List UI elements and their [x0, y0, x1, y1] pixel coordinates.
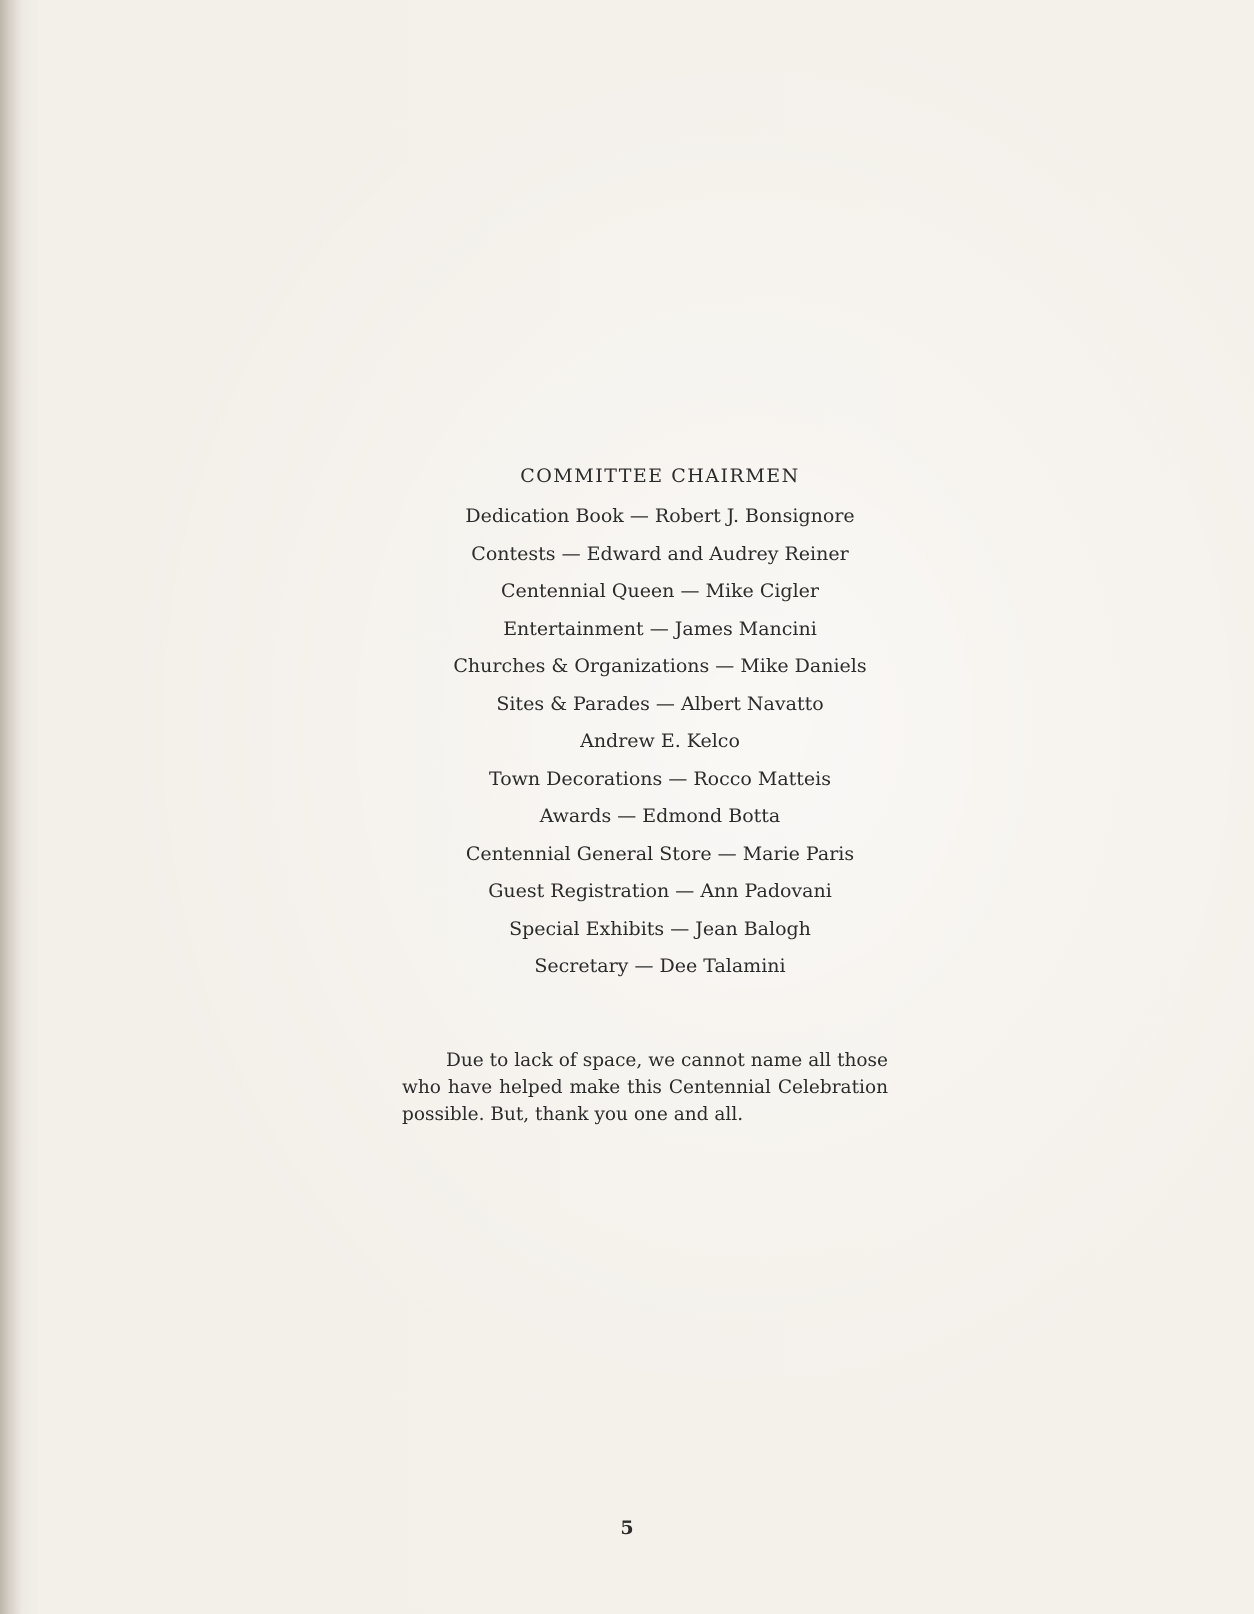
committee-entry: Secretary — Dee Talamini [534, 955, 786, 977]
page-number: 5 [620, 1517, 634, 1539]
committee-list [360, 498, 960, 986]
committee-entry: Centennial General Store — Marie Paris [465, 842, 855, 865]
committee-entry: Guest Registration — Ann Padovani [488, 880, 832, 902]
committee-entry: Centennial Queen — Mike Cigler [500, 580, 820, 602]
committee-entry: Special Exhibits — Jean Balogh [509, 917, 811, 940]
committee-entry: Dedication Book — Robert J. Bonsignore [465, 505, 855, 527]
committee-heading: COMMITTEE CHAIRMEN [520, 465, 800, 487]
committee-section [360, 460, 960, 986]
committee-entry: Entertainment — James Mancini [503, 617, 817, 640]
committee-entry: Andrew E. Kelco [580, 730, 740, 752]
acknowledgement-note: Due to lack of space, we cannot name all those who have helped make this Centennial Celebration possible. But, thank you one and all. [402, 1050, 888, 1125]
binding-edge [0, 0, 22, 1614]
committee-entry: Churches & Organizations — Mike Daniels [453, 655, 867, 677]
committee-entry: Awards — Edmond Botta [539, 805, 781, 827]
committee-entry: Contests — Edward and Audrey Reiner [471, 542, 849, 565]
committee-entry: Town Decorations — Rocco Matteis [489, 767, 831, 790]
committee-entry: Sites & Parades — Albert Navatto [496, 692, 824, 715]
